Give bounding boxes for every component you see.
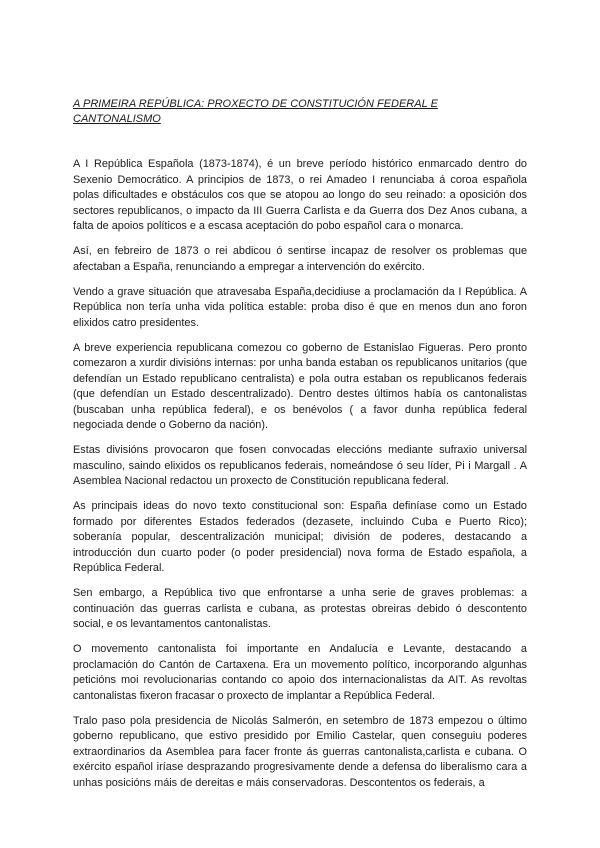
paragraph-1: A I República Española (1873-1874), é un breve período histórico enmarcado dentro do Sexenio Democrático. A principios de 1873, o rei Amadeo I renunciaba á coroa española polas dificultades e obstáculos cos que se atopou ao longo do seu reinado: a oposición dos sectores republicanos, o impacto da III Guerra Carlista e da Guerra dos Dez Anos cubana, a falta de apoios políticos e a escasa aceptación do pobo español cara o monarca. <box>73 158 527 232</box>
paragraph-6: As principais ideas do novo texto constitucional son: España definíase como un Estado formado por diferentes Estados federados (dezasete, incluindo Cuba e Puerto Rico); soberanía popular, descentralización municipal; división de poderes, destacando a introducción dun cuarto poder (o poder presidencial) nova forma de Estado española, a República Federal. <box>73 500 527 574</box>
document-body <box>73 97 527 801</box>
paragraph-3: Vendo a grave situación que atravesaba España,decidiuse a proclamación da I República. A República non tería unha vida política estable: proba diso é que en menos dun ano foron elixidos catro presidentes. <box>73 285 527 329</box>
paragraph-2: Así, en febreiro de 1873 o rei abdicou ó sentirse incapaz de resolver os problemas que afectaban a España, renunciando a empregar a intervención do exército. <box>73 245 527 273</box>
paragraph-9: Tralo paso pola presidencia de Nicolás Salmerón, en setembro de 1873 empezou o último goberno republicano, que estivo presidido por Emilio Castelar, quen conseguiu poderes extraordinarios da Asemblea para facer fronte ás guerras cantonalista,carlista e cubana. O exército español iríase desprazando progresivamente dende a defensa do liberalismo cara a unhas posicións máis de dereitas e máis conservadoras. Descontentos os federais, a <box>73 714 527 789</box>
paragraph-5: Estas divisións provocaron que fosen convocadas eleccións mediante sufraxio universal masculino, saindo elixidos os republicanos federais, nomeándose ó seu líder, Pi i Margall . A Asemblea Nacional redactou un proxecto de Constitución republicana federal. <box>73 444 527 487</box>
document-title: A PRIMEIRA REPÚBLICA: PROXECTO DE CONSTITUCIÓN FEDERAL E CANTONALISMO <box>73 98 438 125</box>
paragraph-7: Sen embargo, a República tivo que enfrontarse a unha serie de graves problemas: a continuación das guerras carlista e cubana, as protestas obreiras debido ó descontento social, e os levantamentos cantonalistas. <box>73 587 527 630</box>
paragraph-8: O movemento cantonalista foi importante en Andalucía e Levante, destacando a proclamación do Cantón de Cartaxena. Era un movemento político, incorporando algunhas peticións moi revolucionarias contando co apoio dos internacionalistas da AIT. As revoltas cantonalistas fixeron fracasar o proxecto de implantar a República Federal. <box>73 643 527 702</box>
paragraph-4: A breve experiencia republicana comezou co goberno de Estanislao Figueras. Pero pronto comezaron a xurdir divisións internas: por unha banda estaban os republicanos unitarios (que defendían un Estado republicano centralista) e pola outra estaban os republicanos federais (que defendían un Estado descentralizado). Dentro destes últimos había os cantonalistas (buscaban unha república federal), e os benévolos ( a favor dunha república federal negociada dende o Goberno da nación). <box>73 341 527 431</box>
